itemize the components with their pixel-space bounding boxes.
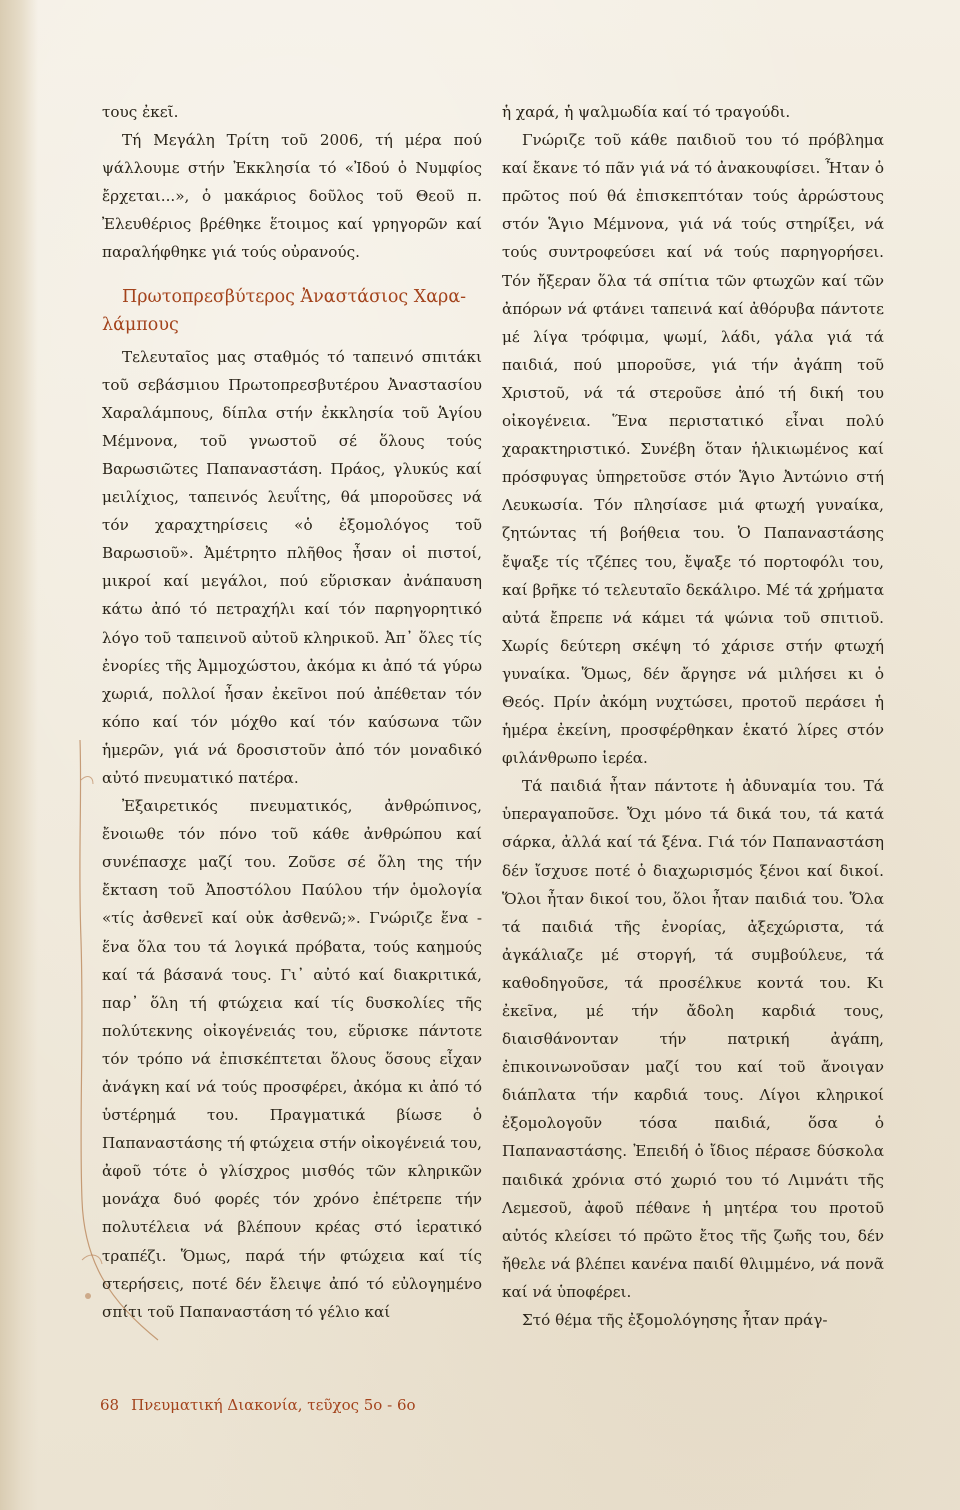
heading-line-2: λάμπους [102,314,179,335]
paragraph-2: Ἐξαιρετικός πνευματικός, ἀνθρώπινος, ἔνοιωθε τόν πόνο τοῦ κάθε ἀνθρώπου καί συνέπασχε μαζί του. Ζοῦσε σέ ὅλη της τήν ἔκταση τοῦ Ἀποστόλου Παύλου τήν ὁμολογία «τίς ἀσθενεῖ καί οὐκ ἀσθενῶ;». Γνώριζε ἕνα - ἕνα ὅλα του τά λογικά πρόβατα, τούς καημούς καί τά βάσανά τους. Γι᾿ αὐτό καί διακριτικά, παρ᾿ ὅλη τή φτώχεια καί τίς δυσκολίες τῆς πολύτεκνης οἰκογένειάς του, εὕρισκε πάντοτε τόν τρόπο νά ἐπισκέπτεται ὅλους ὅσους εἶχαν ἀνάγκη καί νά τούς προσφέρει, ἀκόμα κι ἀπό τό ὑστέρημά του. Πραγματικά βίωσε ὁ Παπαναστάσης τή φτώχεια στήν οἰκογένειά του, ἀφοῦ τότε ὁ γλίσχρος μισθός τῶν κληρικῶν μονάχα δυό φορές τόν χρόνο ἐπέτρεπε τήν πολυτέλεια νά βλέπουν κρέας στό ἱερατικό τραπέζι. Ὅμως, παρά τήν φτώχεια καί τίς στερήσεις, ποτέ δέν ἔλειψε ἀπό τό εὐλογημένο σπίτι τοῦ Παπαναστάση τό γέλιο καί [102,797,482,1321]
torn-paper-edge [0,0,38,1510]
page-number: 68 [100,1396,120,1414]
intro-line-1: τους ἐκεῖ. [102,103,179,121]
heading-line-1: Πρωτοπρεσβύτερος Ἀναστάσιος Χαρα- [122,286,467,307]
intro-paragraph: Τή Μεγάλη Τρίτη τοῦ 2006, τή μέρα πού ψάλλουμε στήν Ἐκκλησία τό «Ἰδού ὁ Νυμφίος ἔρχεται...», ὁ μακάριος δοῦλος τοῦ Θεοῦ π. Ἐλευθέριος βρέθηκε ἕτοιμος καί γρηγορῶν καί παραλήφθηκε γιά τούς οὐρανούς. [102,131,482,262]
right-paragraph-2: Τά παιδιά ἦταν πάντοτε ἡ ἀδυναμία του. Τά ὑπεραγαποῦσε. Ὄχι μόνο τά δικά του, τά κατά σάρκα, ἀλλά καί τά ξένα. Γιά τόν Παπαναστάση δέν ἴσχυσε ποτέ ὁ διαχωρισμός ξένοι καί δικοί. Ὅλοι ἦταν δικοί του, ὅλοι ἦταν παιδιά του. Ὅλα τά παιδιά τῆς ἐνορίας, ἀξεχώριστα, τά ἀγκάλιαζε μέ στοργή, τά συμβούλευε, τά καθοδηγοῦσε, τά προσέλκυε κοντά του. Κι ἐκεῖνα, μέ τήν ἄδολη καρδιά τους, διαισθάνονταν τήν πατρική ἀγάπη, ἐπικοινωνοῦσαν μαζί του καί τοῦ ἄνοιγαν διάπλατα τήν καρδιά τους. Λίγοι κληρικοί ἐξομολογοῦν τόσα παιδιά, ὅσα ὁ Παπαναστάσης. Ἐπειδή ὁ ἴδιος πέρασε δύσκολα παιδικά χρόνια στό χωριό του τό Λιμνάτι τῆς Λεμεσοῦ, ἀφοῦ πέθανε ἡ μητέρα του προτοῦ αὐτός κλείσει τό πρῶτο ἔτος τῆς ζωῆς του, δέν ἤθελε νά βλέπει κανένα παιδί θλιμμένο, νά πονᾶ καί νά ὑποφέρει. [502,777,884,1301]
publication-title: Πνευματική Διακονία, τεῦχος 5ο - 6ο [131,1396,416,1414]
left-column [102,98,482,1326]
right-paragraph-1: Γνώριζε τοῦ κάθε παιδιοῦ του τό πρόβλημα καί ἔκανε τό πᾶν γιά νά τό ἀνακουφίσει. Ἦταν ὁ πρῶτος πού θά ἐπισκεπτόταν τούς ἀρρώστους στόν Ἅγιο Μέμνονα, γιά νά τούς στηρίξει, νά τούς συντροφεύσει καί νά τούς παρηγορήσει. Τόν ἤξεραν ὅλα τά σπίτια τῶν φτωχῶν καί τῶν ἀπόρων νά φτάνει ταπεινά καί ἀθόρυβα πάντοτε μέ λίγα τρόφιμα, ψωμί, λάδι, γάλα γιά τά παιδιά, πού μποροῦσε, γιά τήν ἀγάπη τοῦ Χριστοῦ, νά τά στεροῦσε ἀπό τή δική του οἰκογένεια. Ἕνα περιστατικό εἶναι πολύ χαρακτηριστικό. Συνέβη ὅταν ἡλικιωμένος καί πρόσφυγας ὑπηρετοῦσε στόν Ἅγιο Ἀντώνιο στή Λευκωσία. Τόν πλησίασε μιά φτωχή γυναίκα, ζητώντας τή βοήθεια του. Ὁ Παπαναστάσης ἔψαξε τίς τζέπες του, ἔψαξε τό πορτοφόλι του, καί βρῆκε τό τελευταῖο δεκάλιρο. Μέ τά χρήματα αὐτά ἔπρεπε νά κάμει τά ψώνια τοῦ σπιτιοῦ. Χωρίς δεύτερη σκέψη τό χάρισε στήν φτωχή γυναίκα. Ὅμως, δέν ἄργησε νά μιλήσει κι ὁ Θεός. Πρίν ἀκόμη νυχτώσει, προτοῦ περάσει ἡ ἡμέρα ἐκείνη, προσφέρθηκαν ἑκατό λίρες στόν φιλάνθρωπο ἱερέα. [502,131,884,768]
right-column [502,98,884,1334]
right-paragraph-0: ἡ χαρά, ἡ ψαλμωδία καί τό τραγούδι. [502,103,791,121]
right-paragraph-3: Στό θέμα τῆς ἐξομολόγησης ἦταν πράγ- [522,1311,828,1330]
page-footer [100,1394,416,1416]
section-heading [102,283,482,339]
paragraph-1: Τελευταῖος μας σταθμός τό ταπεινό σπιτάκι τοῦ σεβάσμιου Πρωτοπρεσβυτέρου Ἀναστασίου Χαραλάμπους, δίπλα στήν ἐκκλησία τοῦ Ἁγίου Μέμνονα, τοῦ γνωστοῦ σέ ὅλους τούς Βαρωσιῶτες Παπαναστάση. Πράος, γλυκύς καί μειλίχιος, ταπεινός λευΐτης, θά μποροῦσες νά τόν χαραχτηρίσεις «ὁ ἐξομολόγος τοῦ Βαρωσιοῦ». Ἀμέτρητο πλῆθος ἦσαν οἱ πιστοί, μικροί καί μεγάλοι, πού εὕρισκαν ἀνάπαυση κάτω ἀπό τό πετραχήλι καί τόν παρηγορητικό λόγο τοῦ ταπεινοῦ αὐτοῦ κληρικοῦ. Ἀπ᾿ ὅλες τίς ἐνορίες τῆς Ἀμμοχώστου, ἀκόμα κι ἀπό τά γύρω χωριά, πολλοί ἦσαν ἐκεῖνοι πού ἀπέθεταν τόν κόπο καί τόν μόχθο καί τόν καύσωνα τῶν ἡμερῶν, γιά νά δροσιστοῦν ἀπό τόν μοναδικό αὐτό πνευματικό πατέρα. [102,347,482,787]
